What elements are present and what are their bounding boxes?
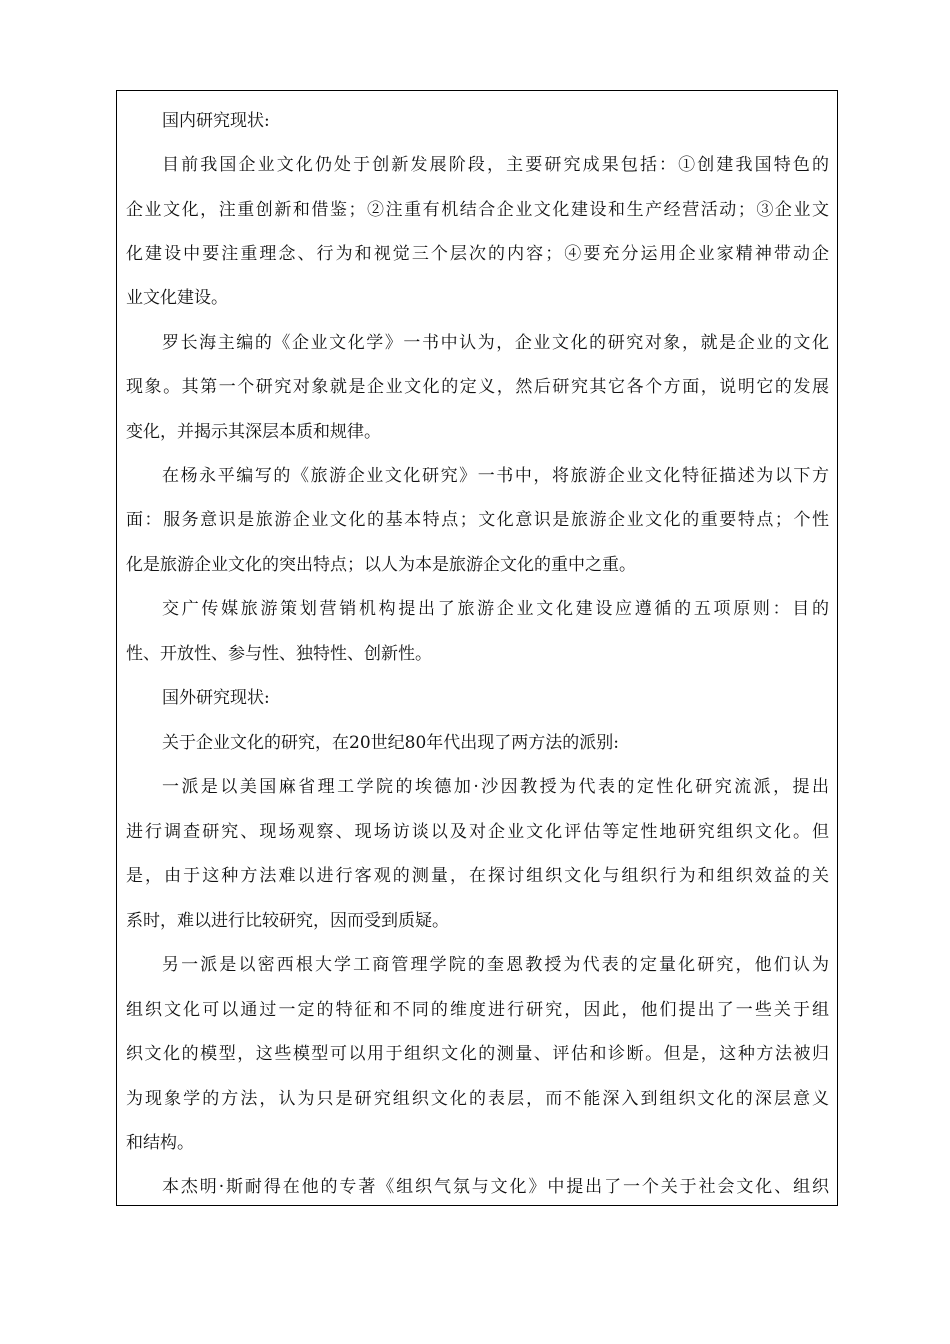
- text-line: 面：服务意识是旅游企业文化的基本特点；文化意识是旅游企业文化的重要特点；个性: [126, 510, 829, 530]
- text-line: 交广传媒旅游策划营销机构提出了旅游企业文化建设应遵循的五项原则：目的: [162, 599, 829, 619]
- text-line: 罗长海主编的《企业文化学》一书中认为，企业文化的研究对象，就是企业的文化: [162, 333, 829, 353]
- heading-domestic: 国内研究现状:: [162, 111, 270, 131]
- text-line: 企业文化，注重创新和借鉴；②注重有机结合企业文化建设和生产经营活动；③企业文: [126, 200, 829, 220]
- text-line: 织文化的模型，这些模型可以用于组织文化的测量、评估和诊断。但是，这种方法被归: [126, 1044, 829, 1064]
- heading-foreign: 国外研究现状:: [162, 688, 270, 708]
- text-line: 化是旅游企业文化的突出特点；以人为本是旅游企文化的重中之重。: [126, 555, 636, 575]
- text-line: 进行调查研究、现场观察、现场访谈以及对企业文化评估等定性地研究组织文化。但: [126, 822, 829, 842]
- text-line: 本杰明·斯耐得在他的专著《组织气氛与文化》中提出了一个关于社会文化、组织: [162, 1177, 829, 1197]
- text-line: 现象。其第一个研究对象就是企业文化的定义，然后研究其它各个方面，说明它的发展: [126, 377, 829, 397]
- text-line: 组织文化可以通过一定的特征和不同的维度进行研究，因此，他们提出了一些关于组: [126, 1000, 829, 1020]
- text-line: 目前我国企业文化仍处于创新发展阶段，主要研究成果包括：①创建我国特色的: [162, 155, 829, 175]
- text-line: 另一派是以密西根大学工商管理学院的奎恩教授为代表的定量化研究，他们认为: [162, 955, 829, 975]
- text-line: 关于企业文化的研究，在20世纪80年代出现了两方法的派别:: [162, 733, 619, 753]
- text-line: 变化，并揭示其深层本质和规律。: [126, 422, 381, 442]
- text-line: 性、开放性、参与性、独特性、创新性。: [126, 644, 432, 664]
- text-line: 化建设中要注重理念、行为和视觉三个层次的内容；④要充分运用企业家精神带动企: [126, 244, 829, 264]
- text-line: 和结构。: [126, 1133, 194, 1153]
- text-line: 在杨永平编写的《旅游企业文化研究》一书中，将旅游企业文化特征描述为以下方: [162, 466, 829, 486]
- text-line: 是，由于这种方法难以进行客观的测量，在探讨组织文化与组织行为和组织效益的关: [126, 866, 829, 886]
- text-line: 一派是以美国麻省理工学院的埃德加·沙因教授为代表的定性化研究流派，提出: [162, 777, 829, 797]
- text-line: 业文化建设。: [126, 288, 228, 308]
- text-line: 为现象学的方法，认为只是研究组织文化的表层，而不能深入到组织文化的深层意义: [126, 1089, 829, 1109]
- text-line: 系时，难以进行比较研究，因而受到质疑。: [126, 911, 449, 931]
